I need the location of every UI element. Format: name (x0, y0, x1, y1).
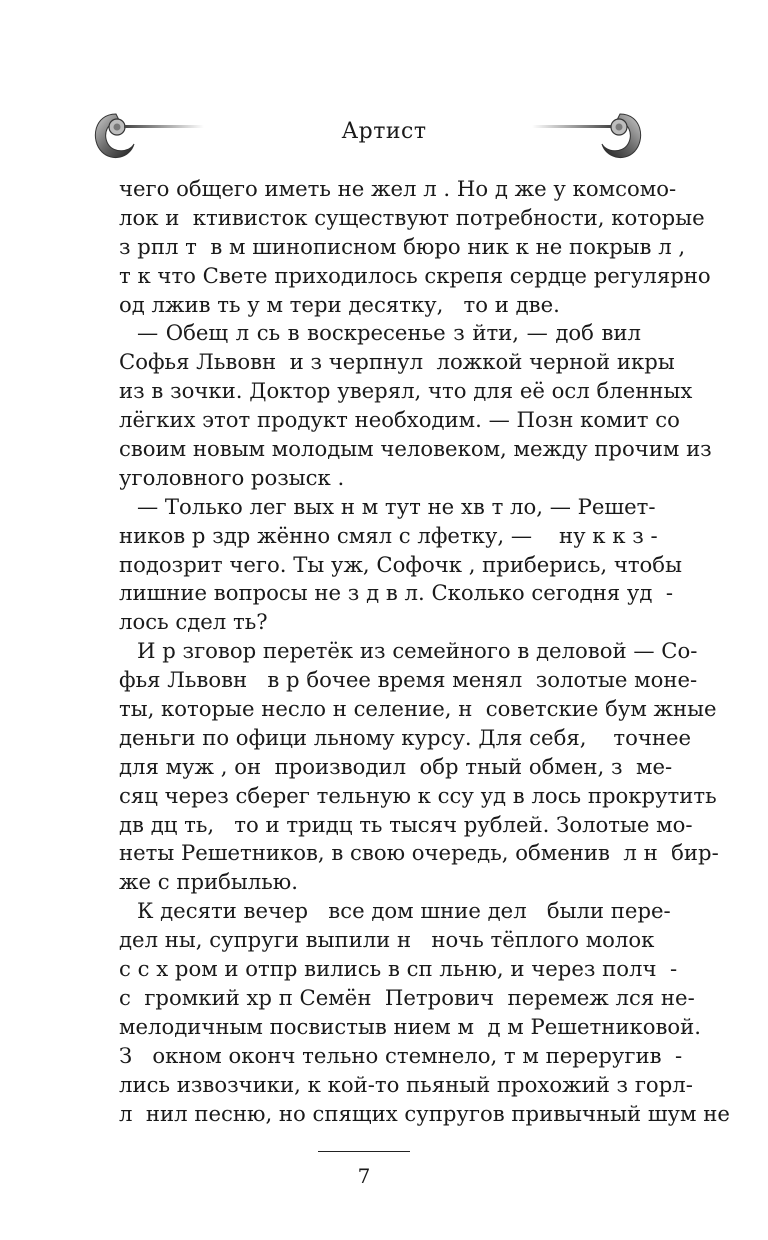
text-line: фья Львовн в р бочее время менял золотые моне- (119, 667, 698, 693)
text-line: — Обещ л сь в воскресенье з йти, — доб вил (137, 320, 641, 346)
text-line: лись извозчики, к кой-то пьяный прохожий з горл- (119, 1071, 693, 1097)
text-line: деньги по офици льному курсу. Для себя, точнее (119, 724, 692, 750)
page-header (0, 92, 768, 172)
text-line: дел ны, супруги выпили н ночь тёплого молок (119, 927, 655, 953)
text-line: З окном оконч тельно стемнело, т м переругив - (119, 1042, 683, 1068)
text-line: дв дц ть, то и тридц ть тысяч рублей. Золотые мо- (119, 811, 693, 837)
footer-rule (318, 1151, 410, 1152)
text-line: с громкий хр п Семён Петрович перемеж лся не- (119, 984, 695, 1010)
text-line: Софья Львовн и з черпнул ложкой черной икры (119, 349, 675, 375)
text-line: с с х ром и отпр вились в сп льню, и через полч - (119, 956, 678, 982)
text-line: ников р здр жённо смял с лфетку, — ну к к з - (119, 522, 658, 548)
text-line: лось сдел ть? (119, 609, 268, 635)
text-line: ты, которые несло н селение, н советские бум жные (119, 696, 717, 722)
text-line: т к что Свете приходилось скрепя сердце регулярно (119, 262, 711, 288)
text-line: своим новым молодым человеком, между прочим из (119, 436, 712, 462)
text-line: сяц через сберег тельную к ссу уд в лось прокрутить (119, 782, 717, 808)
text-line: уголовного розыск . (119, 464, 345, 490)
text-line: же с прибылью. (119, 869, 298, 895)
text-line: лёгких этот продукт необходим. — Позн комит со (119, 407, 680, 433)
text-line: — Только лег вых н м тут не хв т ло, — Решет- (137, 493, 656, 519)
text-line: од лжив ть у м тери десятку, то и две. (119, 291, 560, 317)
text-line: лок и ктивисток существуют потребности, которые (119, 204, 705, 230)
text-line: из в зочки. Доктор уверял, что для её осл бленных (119, 378, 693, 404)
text-line: подозрит чего. Ты уж, Софочк , приберись, чтобы (119, 551, 682, 577)
text-line: лишние вопросы не з д в л. Сколько сегодня уд - (119, 580, 674, 606)
curl-ornament-icon (520, 92, 650, 176)
text-line: л нил песню, но спящих супругов привычный шум не (119, 1100, 730, 1126)
text-line: з рпл т в м шинописном бюро ник к не покрыв л , (119, 233, 686, 259)
page-number: 7 (357, 1164, 371, 1188)
text-line: К десяти вечер все дом шние дел были пере- (137, 898, 671, 924)
text-line: для муж , он производил обр тный обмен, з ме- (119, 753, 673, 779)
text-line: мелодичным посвистыв нием м д м Решетниковой. (119, 1013, 701, 1039)
text-line: чего общего иметь не жел л . Но д же у комсомо- (119, 176, 677, 201)
running-title: Артист (341, 119, 427, 144)
text-line: неты Решетников, в свою очередь, обменив л н бир- (119, 840, 719, 866)
text-line: И р зговор перетёк из семейного в деловой — Со- (137, 638, 698, 664)
body-text (119, 175, 730, 1128)
